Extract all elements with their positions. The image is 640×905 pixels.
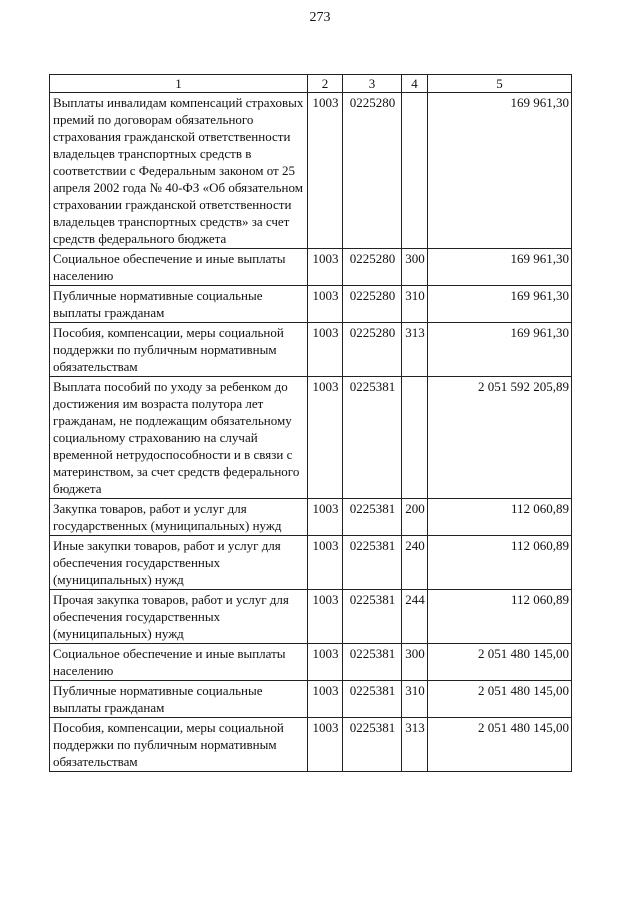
- row-name: Публичные нормативные социальные выплаты гражданам: [50, 681, 308, 718]
- row-amount: 2 051 480 145,00: [428, 681, 572, 718]
- row-code: 0225381: [343, 718, 402, 772]
- header-cell-amount: 5: [428, 75, 572, 93]
- row-amount: 2 051 592 205,89: [428, 377, 572, 499]
- row-code: 0225381: [343, 590, 402, 644]
- row-name: Социальное обеспечение и иные выплаты населению: [50, 644, 308, 681]
- row-kind: 200: [402, 499, 428, 536]
- table-row: [50, 590, 572, 644]
- budget-table: [49, 74, 572, 772]
- header-cell-section: 2: [308, 75, 343, 93]
- row-code: 0225280: [343, 286, 402, 323]
- row-amount: 169 961,30: [428, 93, 572, 249]
- row-section: 1003: [308, 681, 343, 718]
- row-kind: 244: [402, 590, 428, 644]
- row-kind: [402, 377, 428, 499]
- row-code: 0225280: [343, 249, 402, 286]
- row-kind: 300: [402, 644, 428, 681]
- row-section: 1003: [308, 377, 343, 499]
- row-section: 1003: [308, 644, 343, 681]
- table-header-row: [50, 75, 572, 93]
- row-code: 0225381: [343, 377, 402, 499]
- row-kind: 313: [402, 323, 428, 377]
- row-section: 1003: [308, 93, 343, 249]
- header-cell-code: 3: [343, 75, 402, 93]
- row-section: 1003: [308, 536, 343, 590]
- row-code: 0225280: [343, 323, 402, 377]
- row-code: 0225381: [343, 536, 402, 590]
- row-name: Закупка товаров, работ и услуг для государственных (муниципальных) нужд: [50, 499, 308, 536]
- row-name: Выплата пособий по уходу за ребенком до достижения им возраста полутора лет гражданам, не подлежащим обязательному социальному страхованию на случай временной нетрудоспособности и в связи с материнством, за счет средств федерального бюджета: [50, 377, 308, 499]
- table-row: [50, 249, 572, 286]
- row-kind: 300: [402, 249, 428, 286]
- table-row: [50, 718, 572, 772]
- row-amount: 2 051 480 145,00: [428, 644, 572, 681]
- table-row: [50, 681, 572, 718]
- table-row: [50, 644, 572, 681]
- row-name: Социальное обеспечение и иные выплаты населению: [50, 249, 308, 286]
- row-section: 1003: [308, 249, 343, 286]
- table-row: [50, 377, 572, 499]
- row-name: Публичные нормативные социальные выплаты гражданам: [50, 286, 308, 323]
- row-name: Иные закупки товаров, работ и услуг для обеспечения государственных (муниципальных) нужд: [50, 536, 308, 590]
- row-kind: 310: [402, 681, 428, 718]
- row-amount: 112 060,89: [428, 536, 572, 590]
- page-number: 273: [309, 10, 331, 25]
- row-kind: 310: [402, 286, 428, 323]
- row-amount: 2 051 480 145,00: [428, 718, 572, 772]
- table-row: [50, 499, 572, 536]
- row-name: Пособия, компенсации, меры социальной поддержки по публичным нормативным обязательствам: [50, 718, 308, 772]
- row-section: 1003: [308, 718, 343, 772]
- row-kind: 240: [402, 536, 428, 590]
- row-name: Прочая закупка товаров, работ и услуг для обеспечения государственных (муниципальных) нужд: [50, 590, 308, 644]
- row-code: 0225381: [343, 499, 402, 536]
- row-code: 0225381: [343, 644, 402, 681]
- header-cell-name: 1: [50, 75, 308, 93]
- row-kind: 313: [402, 718, 428, 772]
- row-amount: 169 961,30: [428, 323, 572, 377]
- row-section: 1003: [308, 323, 343, 377]
- row-section: 1003: [308, 590, 343, 644]
- row-section: 1003: [308, 286, 343, 323]
- table-row: [50, 323, 572, 377]
- row-amount: 112 060,89: [428, 499, 572, 536]
- row-amount: 112 060,89: [428, 590, 572, 644]
- table-row: [50, 536, 572, 590]
- row-name: Выплаты инвалидам компенсаций страховых премий по договорам обязательного страхования гражданской ответственности владельцев транспортных средств в соответствии с Федеральным законом от 25 апреля 2002 года № 40-ФЗ «Об обязательном страховании гражданской ответственности владельцев транспортных средств» за счет средств федерального бюджета: [50, 93, 308, 249]
- row-code: 0225381: [343, 681, 402, 718]
- row-section: 1003: [308, 499, 343, 536]
- row-name: Пособия, компенсации, меры социальной поддержки по публичным нормативным обязательствам: [50, 323, 308, 377]
- row-amount: 169 961,30: [428, 286, 572, 323]
- row-amount: 169 961,30: [428, 249, 572, 286]
- header-cell-kind: 4: [402, 75, 428, 93]
- row-code: 0225280: [343, 93, 402, 249]
- table-row: [50, 286, 572, 323]
- table-row: [50, 93, 572, 249]
- row-kind: [402, 93, 428, 249]
